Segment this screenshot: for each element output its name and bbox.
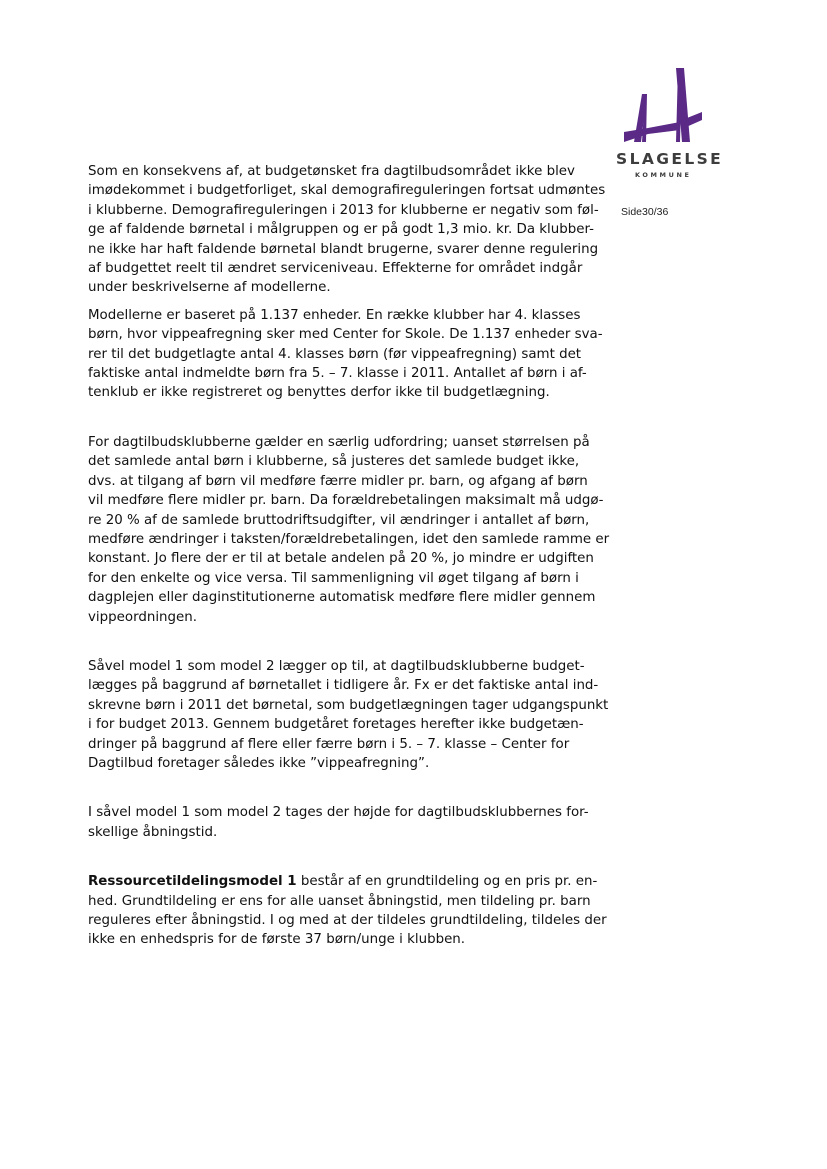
text-line: konstant. Jo flere der er til at betale andelen på 20 %, jo mindre er udgiften: [88, 551, 594, 567]
text-line: dringer på baggrund af flere eller færre børn i 5. – 7. klasse – Center for: [88, 736, 570, 752]
document-body: [88, 162, 608, 950]
text-line: skellige åbningstid.: [88, 824, 218, 840]
text-line: Dagtilbud foretager således ikke ”vippeafregning”.: [88, 755, 430, 771]
text-line: af budgettet reelt til ændret serviceniveau. Effekterne for området indgår: [88, 261, 583, 277]
text-line: skrevne børn i 2011 det børnetal, som budgetlægningen tager udgangspunkt: [88, 697, 609, 713]
text-line: i klubberne. Demografireguleringen i 2013 for klubberne er negativ som føl-: [88, 202, 599, 218]
text-line: ge af faldende børnetal i målgruppen og er på godt 1,3 mio. kr. Da klubber-: [88, 222, 594, 238]
model-1-heading: Ressourcetildelingsmodel 1: [88, 874, 297, 890]
page-number: Side30/36: [621, 206, 669, 218]
text-line: for den enkelte og vice versa. Til sammenligning vil øget tilgang af børn i: [88, 570, 579, 586]
text-line: For dagtilbudsklubberne gælder en særlig udfordring; uanset størrelsen på: [88, 434, 590, 450]
text-line: re 20 % af de samlede bruttodriftsudgifter, vil ændringer i antallet af børn,: [88, 512, 590, 528]
model-1-intro: består af en grundtildeling og en pris pr. en-: [296, 874, 598, 890]
text-line: lægges på baggrund af børnetallet i tidligere år. Fx er det faktiske antal ind-: [88, 678, 599, 694]
text-line: imødekommet i budgetforliget, skal demografireguleringen fortsat udmøntes: [88, 183, 606, 199]
text-line: dagplejen eller daginstitutionerne automatisk medføre flere midler gennem: [88, 590, 596, 606]
paragraph-challenge: [88, 433, 608, 627]
text-line: rer til det budgetlagte antal 4. klasses børn (før vippeafregning) samt det: [88, 346, 582, 362]
logo-name: SLAGELSE: [616, 150, 724, 168]
slagelse-kommune-logo: [612, 64, 724, 182]
text-line: reguleres efter åbningstid. I og med at der tildeles grundtildeling, tildeles der: [88, 913, 607, 928]
text-line: dvs. at tilgang af børn vil medføre færre midler pr. barn, og afgang af børn: [88, 473, 588, 489]
paragraph-models-budget: [88, 657, 608, 773]
text-line: vippeordningen.: [88, 609, 198, 625]
text-line: i for budget 2013. Gennem budgetåret foretages herefter ikke budgetæn-: [88, 717, 584, 733]
text-line: tenklub er ikke registreret og benyttes derfor ikke til budgetlægning.: [88, 385, 550, 401]
text-line: under beskrivelserne af modellerne.: [88, 280, 331, 296]
paragraph-model-1: [88, 872, 608, 950]
text-line: ikke en enhedspris for de første 37 børn/unge i klubben.: [88, 932, 466, 948]
paragraph-opening-hours: [88, 803, 608, 842]
text-line: medføre ændringer i taksten/forældrebetalingen, idet den samlede ramme er: [88, 531, 610, 547]
bridge-logo-icon: [620, 64, 704, 148]
text-line: hed. Grundtildeling er ens for alle uanset åbningstid, men tildeling pr. barn: [88, 893, 591, 909]
logo-subtitle: KOMMUNE: [635, 171, 692, 179]
text-line: Som en konsekvens af, at budgetønsket fra dagtilbudsområdet ikke blev: [88, 164, 575, 179]
text-line: det samlede antal børn i klubberne, så justeres det samlede budget ikke,: [88, 454, 580, 470]
text-line: [88, 872, 608, 891]
text-line: ne ikke har haft faldende børnetal blandt brugerne, svarer denne regulering: [88, 241, 599, 257]
text-line: I såvel model 1 som model 2 tages der højde for dagtilbudsklubbernes for-: [88, 805, 589, 821]
text-line: børn, hvor vippeafregning sker med Center for Skole. De 1.137 enheder sva-: [88, 327, 603, 343]
paragraph-units: [88, 306, 608, 403]
text-line: vil medføre flere midler pr. barn. Da forældrebetalingen maksimalt må udgø-: [88, 493, 604, 509]
text-line: Modellerne er baseret på 1.137 enheder. En række klubber har 4. klasses: [88, 307, 581, 323]
text-line: faktiske antal indmeldte børn fra 5. – 7. klasse i 2011. Antallet af børn i af-: [88, 366, 587, 382]
paragraph-budget-demography: [88, 162, 608, 298]
text-line: Såvel model 1 som model 2 lægger op til, at dagtilbudsklubberne budget-: [88, 658, 585, 674]
